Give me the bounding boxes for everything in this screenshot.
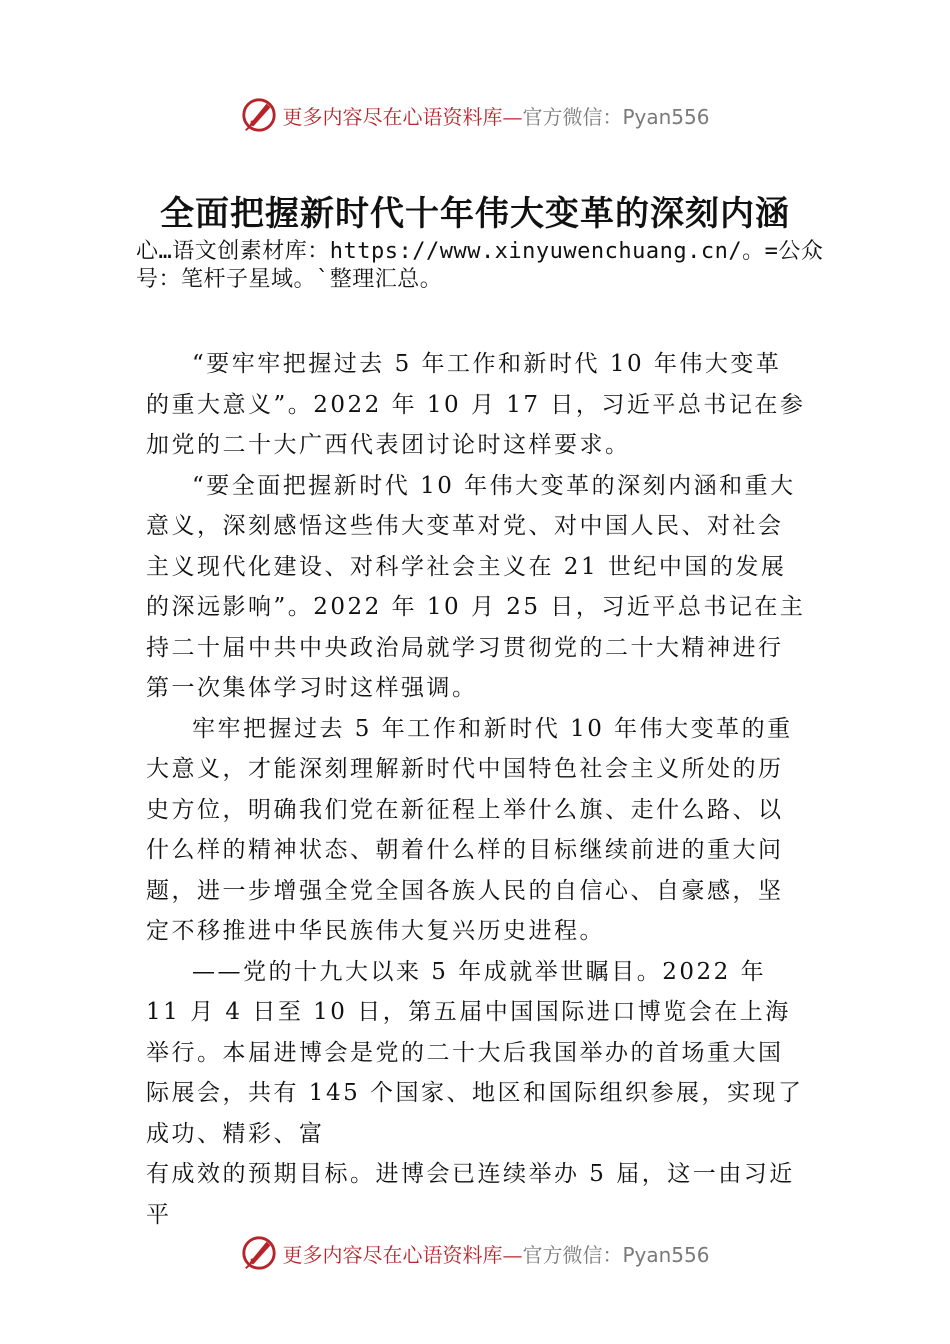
watermark-wechat-text: 官方微信：Pyan556 <box>522 104 710 129</box>
watermark-main-text: 更多内容尽在心语资料库— <box>282 104 523 129</box>
logo-icon <box>240 1234 278 1272</box>
document-title: 全面把握新时代十年伟大变革的深刻内涵 <box>160 194 790 234</box>
paragraph: 有成效的预期目标。进博会已连续举办 5 届，这一由习近平 <box>146 1161 795 1228</box>
watermark-banner-top <box>0 95 950 135</box>
logo-icon <box>240 96 278 134</box>
document-source-line: 心…语文创素材库：https://www.xinyuwenchuang.cn/。=公众号：笔杆子星域。`整理汇总。 <box>136 239 824 292</box>
document-body <box>146 344 806 1235</box>
paragraph: 牢牢把握过去 5 年工作和新时代 10 年伟大变革的重大意义，才能深刻理解新时代中国特色社会主义所处的历史方位，明确我们党在新征程上举什么旗、走什么路、以什么样的精神状态、朝着什么样的目标继续前进的重大问题，进一步增强全党全国各族人民的自信心、自豪感，坚定不移推进中华民族伟大复兴历史进程。 <box>146 715 793 944</box>
paragraph: ——党的十九大以来 5 年成就举世瞩目。2022 年 11 月 4 日至 10 日，第五届中国国际进口博览会在上海举行。本届进博会是党的二十大后我国举办的首场重大国际展会，共有 145 个国家、地区和国际组织参展，实现了成功、精彩、富 <box>146 958 804 1147</box>
watermark-banner-bottom <box>0 1233 950 1273</box>
watermark-main-text: 更多内容尽在心语资料库— <box>282 1242 523 1267</box>
paragraph: “要全面把握新时代 10 年伟大变革的深刻内涵和重大意义，深刻感悟这些伟大变革对党、对中国人民、对社会主义现代化建设、对科学社会主义在 21 世纪中国的发展的深远影响”。2022 年 10 月 25 日，习近平总书记在主持二十届中共中央政治局就学习贯彻党的二十大精神进行第一次集体学习时这样强调。 <box>146 472 806 701</box>
watermark-wechat-text: 官方微信：Pyan556 <box>522 1242 710 1267</box>
paragraph: “要牢牢把握过去 5 年工作和新时代 10 年伟大变革的重大意义”。2022 年 10 月 17 日，习近平总书记在参加党的二十大广西代表团讨论时这样要求。 <box>146 351 806 458</box>
